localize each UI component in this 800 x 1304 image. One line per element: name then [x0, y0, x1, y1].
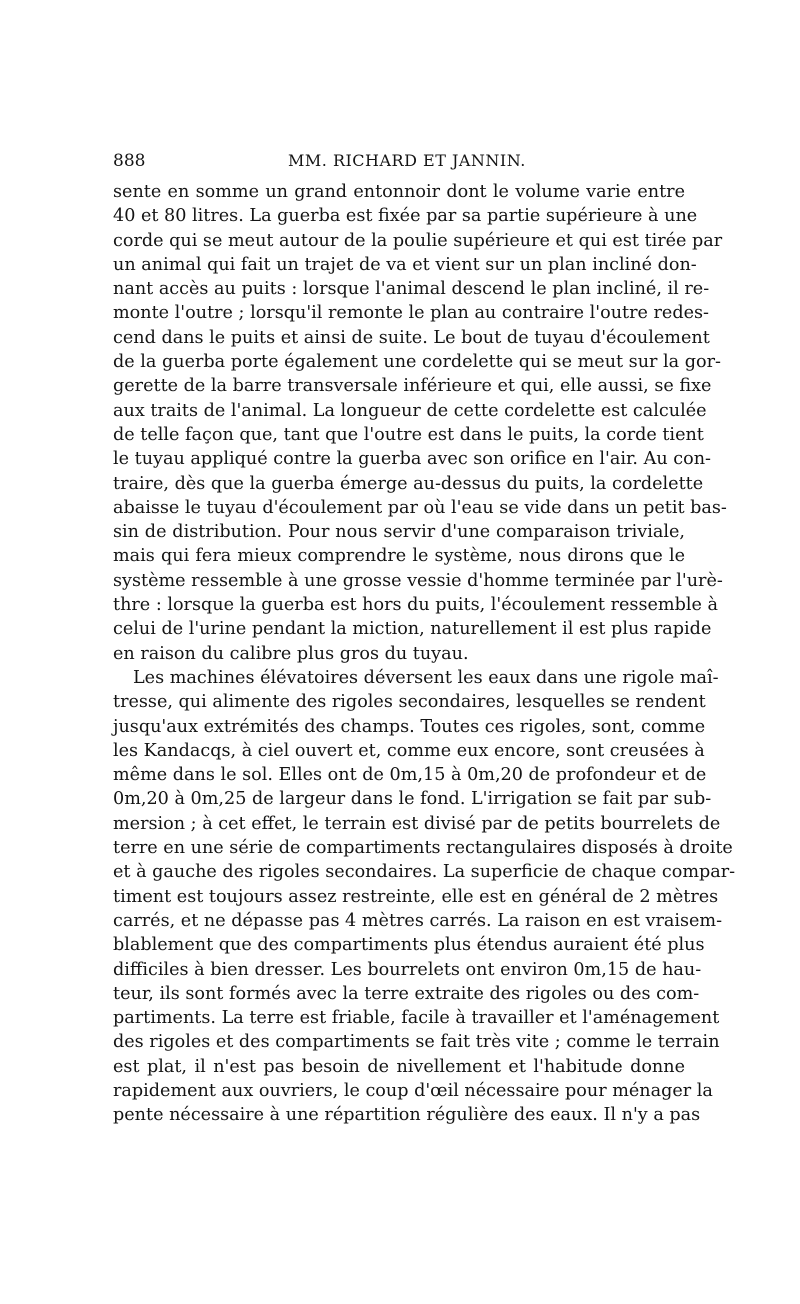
paragraph: [113, 666, 736, 1128]
text-line: rapidement aux ouvriers, le coup d'œil nécessaire pour ménager la: [113, 1080, 713, 1101]
text-line: de telle façon que, tant que l'outre est dans le puits, la corde tient: [113, 424, 704, 445]
text-line: un animal qui fait un trajet de va et vient sur un plan incliné don-: [113, 254, 697, 275]
text-line: mais qui fera mieux comprendre le système, nous dirons que le: [113, 546, 685, 567]
text-line: gerette de la barre transversale inférieure et qui, elle aussi, se fixe: [113, 376, 712, 397]
text-line: sente en somme un grand entonnoir dont le volume varie entre: [113, 182, 685, 202]
text-line: corde qui se meut autour de la poulie supérieure et qui est tirée par: [113, 230, 723, 251]
text-line: timent est toujours assez restreinte, elle est en général de 2 mètres: [113, 886, 719, 907]
text-line: thre : lorsque la guerba est hors du puits, l'écoulement ressemble à: [113, 595, 718, 616]
text-line: monte l'outre ; lorsqu'il remonte le plan au contraire l'outre redes-: [113, 303, 709, 324]
text-line: en raison du calibre plus gros du tuyau.: [113, 643, 469, 664]
text-line: et à gauche des rigoles secondaires. La superficie de chaque compar-: [113, 862, 736, 883]
paragraph: [113, 180, 727, 666]
text-line: pente nécessaire à une répartition régulière des eaux. Il n'y a pas: [113, 1105, 701, 1126]
text-line: blablement que des compartiments plus étendus auraient été plus: [113, 935, 705, 956]
text-line: terre en une série de compartiments rectangulaires disposés à droite: [113, 838, 733, 859]
text-line: mersion ; à cet effet, le terrain est divisé par de petits bourrelets de: [113, 813, 721, 834]
text-line: carrés, et ne dépasse pas 4 mètres carrés. La raison en est vraisem-: [113, 910, 723, 931]
text-line: celui de l'urine pendant la miction, naturellement il est plus rapide: [113, 619, 712, 640]
text-line: les Kandacqs, à ciel ouvert et, comme eux encore, sont creusées à: [113, 740, 705, 761]
running-head: [113, 148, 685, 174]
running-head-title: MM. RICHARD ET JANNIN.: [288, 151, 526, 170]
text-line: jusqu'aux extrémités des champs. Toutes ces rigoles, sont, comme: [113, 716, 706, 737]
text-line: partiments. La terre est friable, facile à travailler et l'aménagement: [113, 1008, 720, 1029]
text-line: sin de distribution. Pour nous servir d'une comparaison triviale,: [113, 522, 685, 543]
text-line: système ressemble à une grosse vessie d'homme terminée par l'urè-: [113, 570, 723, 591]
text-line: le tuyau appliqué contre la guerba avec son orifice en l'air. Au con-: [113, 449, 711, 470]
text-line: aux traits de l'animal. La longueur de cette cordelette est calculée: [113, 400, 707, 421]
text-line: abaisse le tuyau d'écoulement par où l'eau se vide dans un petit bas-: [113, 497, 727, 518]
text-line: 0m,20 à 0m,25 de largeur dans le fond. L'irrigation se fait par sub-: [113, 789, 712, 810]
text-line: Les machines élévatoires déversent les eaux dans une rigole maî-: [133, 667, 719, 688]
page-number: 888: [113, 151, 146, 171]
text-line: même dans le sol. Elles ont de 0m,15 à 0m,20 de profondeur et de: [113, 765, 707, 786]
text-line: cend dans le puits et ainsi de suite. Le bout de tuyau d'écoulement: [113, 327, 710, 348]
text-line: traire, dès que la guerba émerge au-dessus du puits, la cordelette: [113, 473, 704, 494]
text-line: de la guerba porte également une cordelette qui se meut sur la gor-: [113, 352, 721, 373]
text-line: difficiles à bien dresser. Les bourrelets ont environ 0m,15 de hau-: [113, 959, 702, 980]
text-line: nant accès au puits : lorsque l'animal descend le plan incliné, il re-: [113, 279, 710, 300]
text-line: des rigoles et des compartiments se fait très vite ; comme le terrain: [113, 1032, 720, 1053]
body-text: [113, 180, 736, 1128]
book-page: [113, 148, 736, 1128]
text-line: teur, ils sont formés avec la terre extraite des rigoles ou des com-: [113, 983, 700, 1004]
text-line: est plat, il n'est pas besoin de nivellement et l'habitude donne: [113, 1056, 685, 1077]
text-line: tresse, qui alimente des rigoles secondaires, lesquelles se rendent: [113, 692, 706, 713]
text-line: 40 et 80 litres. La guerba est fixée par sa partie supérieure à une: [113, 206, 698, 227]
